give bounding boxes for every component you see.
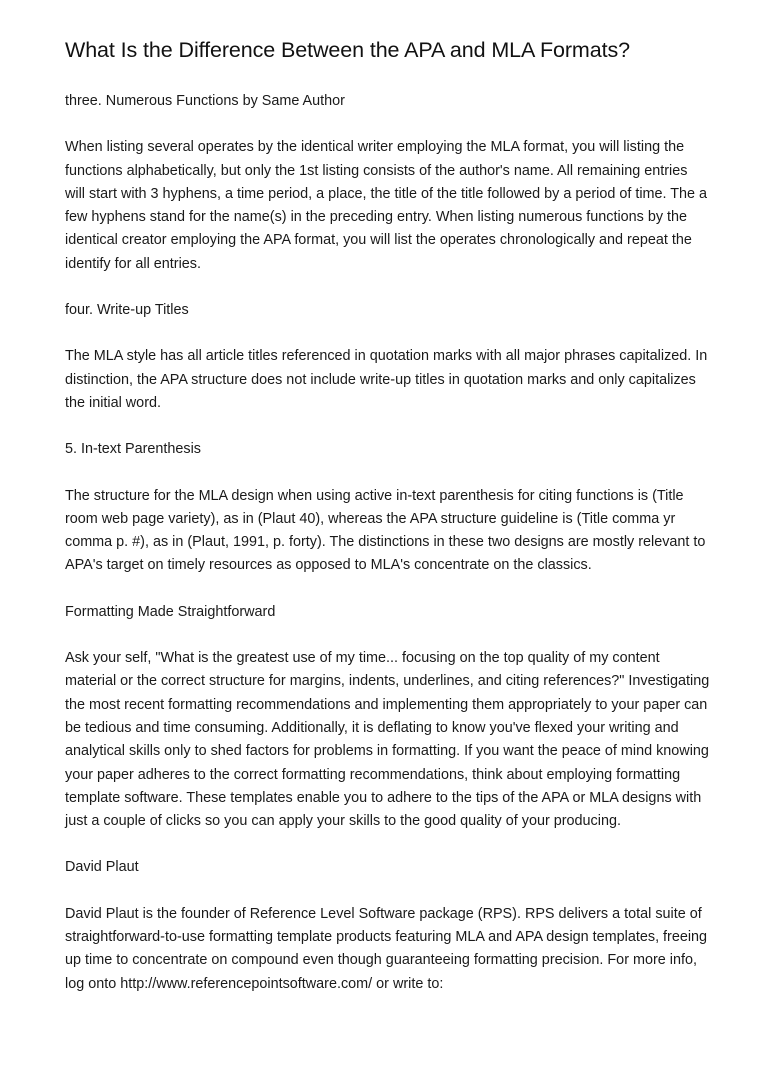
paragraph-multiple-works: When listing several operates by the identical writer employing the MLA format, you will listing the functions alphabetically, but only the 1st listing consists of the author's name. All remaining entries will start with 3 hyphens, a time period, a place, the title of the title followed by a period of time. The a few hyphens stand for the name(s) in the preceding entry. When listing numerous functions by the identical creator employing the APA format, you will list the operates chronologically and repeat the identify for all entries.	[65, 139, 708, 272]
section-heading-multiple-works: three. Numerous Functions by Same Author	[65, 93, 345, 109]
paragraph-author: David Plaut is the founder of Reference Level Software package (RPS). RPS delivers a total suite of straightforward-to-use formatting template products featuring MLA and APA design templates, freeing up time to concentrate on compound even though guaranteeing formatting precision. For more info, log onto http://www.referencepointsoftware.com/ or write to:	[65, 905, 708, 992]
document-page	[65, 36, 710, 1019]
section-heading-in-text-parenthesis: 5. In-text Parenthesis	[65, 441, 201, 458]
paragraph-in-text-parenthesis: The structure for the MLA design when using active in-text parenthesis for citing functions is (Title room web page variety), as in (Plaut 40), whereas the APA structure guideline is (Title comma yr comma p. #), as in (Plaut, 1991, p. forty). The distinctions in these two designs are mostly relevant to APA's target on timely resources as opposed to MLA's concentrate on the classics.	[65, 487, 706, 574]
paragraph-formatting: Ask your self, "What is the greatest use of my time... focusing on the top quality of my content material or the correct structure for margins, indents, underlines, and citing references?" Investigating the most recent formatting recommendations and implementing them appropriately to your paper can be tedious and time consuming. Additionally, it is deflating to know you've flexed your writing and analytical skills only to shed factors for problems in formatting. If you want the peace of mind knowing your paper adheres to the correct formatting recommendations, think about employing formatting template software. These templates enable you to adhere to the tips of the APA or MLA designs with just a couple of clicks so you can apply your skills to the good quality of your producing.	[65, 650, 710, 830]
document-title: What Is the Difference Between the APA and MLA Formats?	[65, 38, 630, 62]
section-heading-formatting: Formatting Made Straightforward	[65, 603, 276, 620]
section-heading-article-titles: four. Write-up Titles	[65, 302, 189, 319]
paragraph-article-titles: The MLA style has all article titles referenced in quotation marks with all major phrases capitalized. In distinction, the APA structure does not include write-up titles in quotation marks and only capitalizes the initial word.	[65, 348, 708, 411]
section-heading-author: David Plaut	[65, 859, 139, 876]
